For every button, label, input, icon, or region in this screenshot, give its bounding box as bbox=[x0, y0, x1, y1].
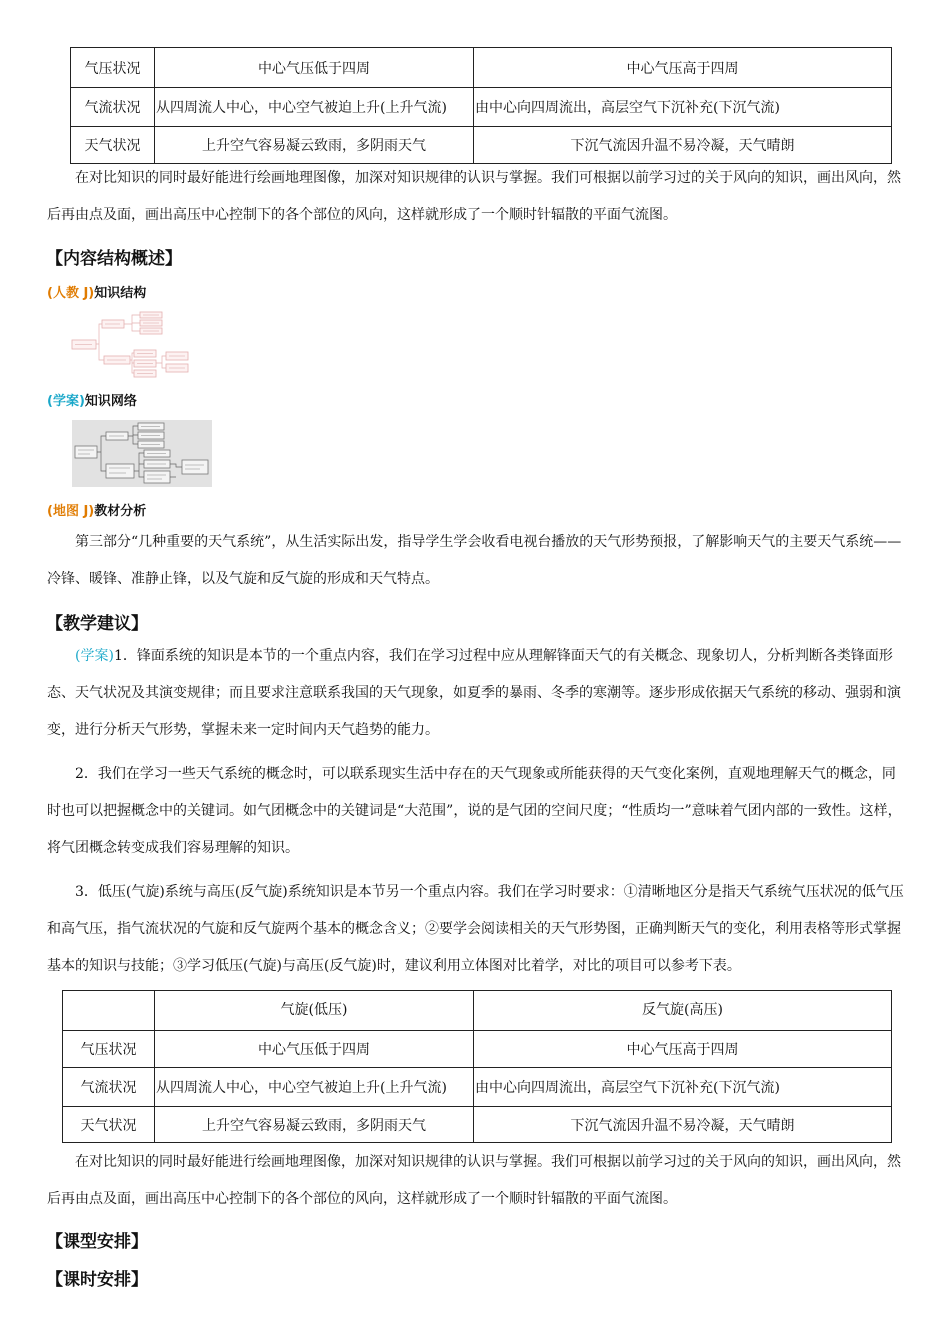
knowledge-network-diagram bbox=[72, 420, 212, 487]
header-anticyclone: 反气旋(高压) bbox=[474, 991, 892, 1031]
row-label: 气流状况 bbox=[71, 88, 155, 127]
section-heading-lesson-time: 【课时安排】 bbox=[46, 1270, 148, 1290]
table-row bbox=[71, 48, 892, 88]
table-row bbox=[71, 88, 892, 127]
anticyclone-cell: 中心气压高于四周 bbox=[474, 1031, 892, 1068]
row-label: 天气状况 bbox=[71, 127, 155, 164]
anticyclone-cell: 由中心向四周流出，高层空气下沉补充(下沉气流) bbox=[474, 88, 892, 127]
subheading-label: 知识结构 bbox=[94, 286, 147, 301]
header-blank-cell bbox=[63, 991, 155, 1031]
table-row bbox=[63, 1068, 892, 1107]
source-tag: (人教 J) bbox=[47, 286, 95, 301]
cyclone-cell: 上升空气容易凝云致雨，多阴雨天气 bbox=[155, 127, 474, 164]
table-row bbox=[63, 1107, 892, 1143]
section-heading-structure: 【内容结构概述】 bbox=[46, 249, 182, 269]
paragraph-advice-1 bbox=[47, 638, 909, 749]
subheading-textbook-analysis bbox=[47, 500, 146, 519]
cyclone-cell: 从四周流人中心，中心空气被迫上升(上升气流) bbox=[155, 88, 474, 127]
cyclone-cell: 从四周流人中心，中心空气被迫上升(上升气流) bbox=[155, 1068, 474, 1107]
subheading-label: 教材分析 bbox=[94, 504, 147, 519]
subheading-knowledge-network bbox=[47, 390, 137, 409]
paragraph-advice-3: 3．低压(气旋)系统与高压(反气旋)系统知识是本节另一个重点内容。我们在学习时要求：①清晰地区分是指天气系统气压状况的低气压和高气压，指气流状况的气旋和反气旋两个基本的概念含义；②要学会阅读相关的天气形势图，正确判断天气的变化，利用表格等形式掌握基本的知识与技能；③学习低压(气旋)与高压(反气旋)时，建议利用立体图对比着学，对比的项目可以参考下表。 bbox=[47, 884, 904, 974]
row-label: 气压状况 bbox=[71, 48, 155, 88]
source-tag: (学案) bbox=[75, 648, 114, 664]
paragraph-compare-1: 在对比知识的同时最好能进行绘画地理图像，加深对知识规律的认识与掌握。我们可根据以前学习过的关于风向的知识，画出风向，然后再由点及面，画出高压中心控制下的各个部位的风向，这样就形成了一个顺时针辐散的平面气流图。 bbox=[47, 170, 901, 223]
row-label: 气压状况 bbox=[63, 1031, 155, 1068]
comparison-table-bottom bbox=[62, 990, 892, 1143]
cyclone-cell: 中心气压低于四周 bbox=[155, 1031, 474, 1068]
subheading-knowledge-structure bbox=[47, 282, 146, 301]
table-row bbox=[63, 1031, 892, 1068]
anticyclone-cell: 中心气压高于四周 bbox=[474, 48, 892, 88]
row-label: 气流状况 bbox=[63, 1068, 155, 1107]
knowledge-structure-diagram bbox=[70, 306, 194, 382]
paragraph-textbook-analysis: 第三部分“几种重要的天气系统”，从生活实际出发，指导学生学会收看电视台播放的天气形势预报，了解影响天气的主要天气系统——冷锋、暖锋、准静止锋，以及气旋和反气旋的形成和天气特点。 bbox=[47, 534, 902, 587]
comparison-table-top bbox=[70, 47, 892, 164]
table-row bbox=[71, 127, 892, 164]
table-header-row bbox=[63, 991, 892, 1031]
header-cyclone: 气旋(低压) bbox=[155, 991, 474, 1031]
source-tag: (学案) bbox=[47, 394, 85, 409]
paragraph-compare-2: 在对比知识的同时最好能进行绘画地理图像，加深对知识规律的认识与掌握。我们可根据以前学习过的关于风向的知识，画出风向，然后再由点及面，画出高压中心控制下的各个部位的风向，这样就形成了一个顺时针辐散的平面气流图。 bbox=[47, 1154, 901, 1207]
paragraph-advice-2: 2．我们在学习一些天气系统的概念时，可以联系现实生活中存在的天气现象或所能获得的天气变化案例，直观地理解天气的概念，同时也可以把握概念中的关键词。如气团概念中的关键词是“大范围”，说的是气团的空间尺度；“性质均一”意味着气团内部的一致性。这样，将气团概念转变成我们容易理解的知识。 bbox=[47, 766, 902, 856]
anticyclone-cell: 由中心向四周流出，高层空气下沉补充(下沉气流) bbox=[474, 1068, 892, 1107]
cyclone-cell: 中心气压低于四周 bbox=[155, 48, 474, 88]
anticyclone-cell: 下沉气流因升温不易冷凝，天气晴朗 bbox=[474, 1107, 892, 1143]
anticyclone-cell: 下沉气流因升温不易冷凝，天气晴朗 bbox=[474, 127, 892, 164]
subheading-label: 知识网络 bbox=[84, 394, 137, 409]
cyclone-cell: 上升空气容易凝云致雨，多阴雨天气 bbox=[155, 1107, 474, 1143]
advice-text: 1．锋面系统的知识是本节的一个重点内容，我们在学习过程中应从理解锋面天气的有关概念、现象切人，分析判断各类锋面形态、天气状况及其演变规律；而且要求注意联系我国的天气现象，如夏季的暴雨、冬季的寒潮等。逐步形成依据天气系统的移动、强弱和演变，进行分析天气形势，掌握未来一定时间内天气趋势的能力。 bbox=[47, 648, 901, 738]
section-heading-lesson-type: 【课型安排】 bbox=[46, 1232, 148, 1252]
source-tag: (地图 J) bbox=[47, 504, 95, 519]
section-heading-advice: 【教学建议】 bbox=[46, 614, 148, 634]
row-label: 天气状况 bbox=[63, 1107, 155, 1143]
